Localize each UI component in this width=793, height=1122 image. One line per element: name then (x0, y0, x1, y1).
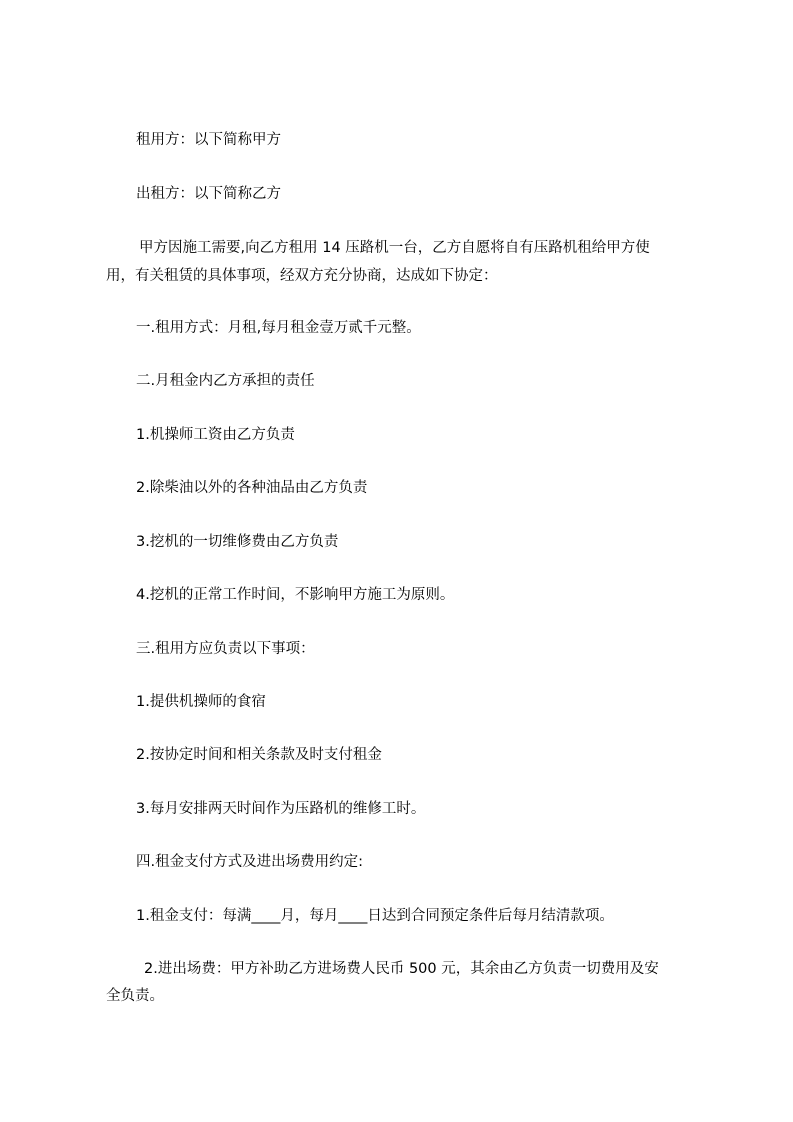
section-2-item-4: 4.挖机的正常工作时间，不影响甲方施工为原则。 (136, 587, 455, 603)
section-4-item-2-line-2: 全负责。 (106, 988, 164, 1004)
section-3-item-3: 3.每月安排两天时间作为压路机的维修工时。 (136, 801, 426, 817)
section-4-item-2-line-1: 2.进出场费：甲方补助乙方进场费人民币 500 元，其余由乙方负责一切费用及安 (144, 961, 659, 977)
intro-paragraph-line-2: 用，有关租赁的具体事项，经双方充分协商，达成如下协定： (106, 268, 498, 284)
section-2-item-2: 2.除柴油以外的各种油品由乙方负责 (136, 480, 368, 496)
lessor-line: 出租方：以下简称乙方 (136, 186, 281, 202)
section-2-item-1: 1.机操师工资由乙方负责 (136, 427, 295, 443)
intro-paragraph-line-1: 甲方因施工需要,向乙方租用 14 压路机一台，乙方自愿将自有压路机租给甲方使 (139, 240, 650, 256)
section-2-heading: 二.月租金内乙方承担的责任 (136, 373, 315, 389)
section-4-heading: 四.租金支付方式及进出场费用约定: (136, 854, 363, 870)
section-3-item-2: 2.按协定时间和相关条款及时支付租金 (136, 747, 382, 763)
section-2-item-3: 3.挖机的一切维修费由乙方负责 (136, 534, 339, 550)
section-4-item-1: 1.租金支付：每满____月，每月____日达到合同预定条件后每月结清款项。 (136, 908, 614, 924)
section-3-item-1: 1.提供机操师的食宿 (136, 694, 266, 710)
section-3-heading: 三.租用方应负责以下事项： (136, 641, 315, 657)
section-1-heading: 一.租用方式：月租,每月租金壹万贰千元整。 (136, 320, 421, 336)
lessee-line: 租用方：以下简称甲方 (136, 132, 281, 148)
